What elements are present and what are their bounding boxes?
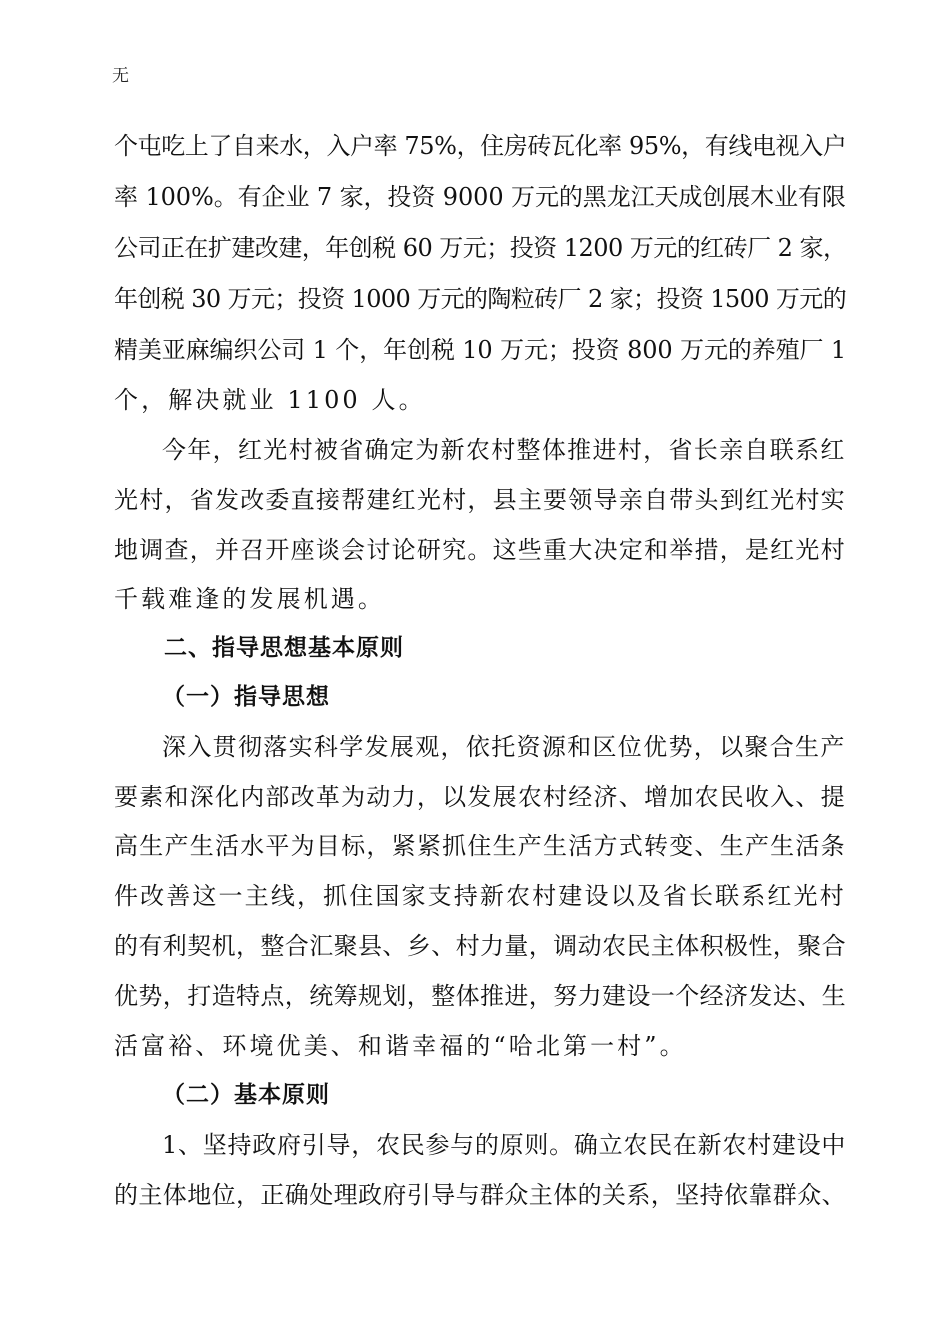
paragraph-line: 地调查，并召开座谈会讨论研究。这些重大决定和举措，是红光村 (114, 536, 846, 564)
subsection-heading: （一）指导思想 (162, 684, 330, 710)
section-heading: 二、指导思想基本原则 (164, 635, 404, 661)
page-header: 无 (112, 66, 129, 86)
paragraph-line: 今年，红光村被省确定为新农村整体推进村，省长亲自联系红 (162, 436, 846, 464)
paragraph-line: 年创税 30 万元；投资 1000 万元的陶粒砖厂 2 家；投资 1500 万元的 (114, 285, 847, 313)
paragraph-line: 1、坚持政府引导，农民参与的原则。确立农民在新农村建设中 (162, 1131, 847, 1159)
paragraph-line: 高生产生活水平为目标，紧紧抓住生产生活方式转变、生产生活条 (114, 832, 846, 860)
paragraph-line: 优势，打造特点，统筹规划，整体推进，努力建设一个经济发达、生 (114, 982, 846, 1010)
paragraph-line: 深入贯彻落实科学发展观，依托资源和区位优势，以聚合生产 (162, 733, 846, 761)
paragraph-line: 个，解决就业 1100 人。 (114, 386, 426, 414)
paragraph-line: 的有利契机，整合汇聚县、乡、村力量，调动农民主体积极性，聚合 (114, 932, 846, 960)
paragraph-line: 的主体地位，正确处理政府引导与群众主体的关系，坚持依靠群众、 (114, 1181, 846, 1209)
subsection-heading: （二）基本原则 (162, 1082, 330, 1108)
paragraph-line: 个屯吃上了自来水，入户率 75%，住房砖瓦化率 95%，有线电视入户 (114, 132, 847, 160)
paragraph-line: 活富裕、环境优美、和谐幸福的“哈北第一村”。 (114, 1032, 687, 1060)
paragraph-line: 千载难逢的发展机遇。 (114, 585, 385, 613)
paragraph-line: 公司正在扩建改建，年创税 60 万元；投资 1200 万元的红砖厂 2 家， (114, 234, 847, 262)
paragraph-line: 要素和深化内部改革为动力，以发展农村经济、增加农民收入、提 (114, 783, 846, 811)
paragraph-line: 件改善这一主线，抓住国家支持新农村建设以及省长联系红光村 (114, 882, 846, 910)
paragraph-line: 率 100%。有企业 7 家，投资 9000 万元的黑龙江天成创展木业有限 (114, 183, 846, 211)
paragraph-line: 精美亚麻编织公司 1 个，年创税 10 万元；投资 800 万元的养殖厂 1 (114, 336, 847, 364)
paragraph-line: 光村，省发改委直接帮建红光村，县主要领导亲自带头到红光村实 (114, 486, 846, 514)
